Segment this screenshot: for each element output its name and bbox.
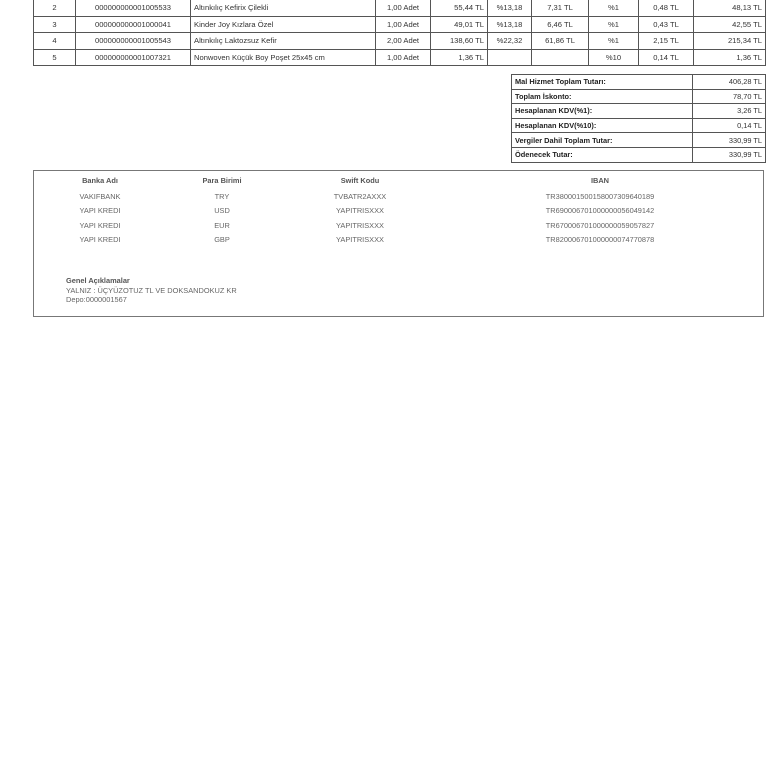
discount-rate: %13,18 (488, 16, 532, 33)
vat-rate: %1 (589, 16, 639, 33)
totals-value: 3,26 TL (693, 104, 766, 119)
unit-price: 138,60 TL (431, 33, 488, 50)
row-number: 2 (34, 0, 76, 16)
unit-price: 1,36 TL (431, 49, 488, 66)
totals-value: 330,99 TL (693, 133, 766, 148)
discount-rate: %22,32 (488, 33, 532, 50)
totals-label: Hesaplanan KDV(%1): (512, 104, 693, 119)
iban: TR380001500158007309640189 (545, 191, 655, 201)
product-name: Kinder Joy Kızlara Özel (191, 16, 376, 33)
totals-row (512, 75, 766, 90)
discount-rate: %13,18 (488, 0, 532, 16)
quantity: 2,00 Adet (376, 33, 431, 50)
notes-title: Genel Açıklamalar (66, 276, 130, 285)
iban: TR670006701000000059057827 (545, 220, 655, 230)
totals-summary-table (511, 74, 766, 163)
totals-label: Vergiler Dahil Toplam Tutar: (512, 133, 693, 148)
row-number: 4 (34, 33, 76, 50)
bank-name: YAPI KREDI (79, 206, 121, 216)
product-code: 000000000001005543 (76, 33, 191, 50)
line-total: 215,34 TL (694, 33, 766, 50)
discount-amount: 61,86 TL (532, 33, 589, 50)
currency: EUR (214, 220, 230, 230)
product-name: Nonwoven Küçük Boy Poşet 25x45 cm (191, 49, 376, 66)
line-total: 1,36 TL (694, 49, 766, 66)
iban: TR690006701000000056049142 (545, 206, 655, 216)
totals-label: Mal Hizmet Toplam Tutarı: (512, 75, 693, 90)
swift-code: YAPITRISXXX (336, 235, 384, 245)
table-row (34, 0, 766, 16)
swift-code: YAPITRISXXX (336, 206, 384, 216)
totals-value: 78,70 TL (693, 89, 766, 104)
totals-label: Toplam İskonto: (512, 89, 693, 104)
table-row (34, 33, 766, 50)
vat-rate: %1 (589, 33, 639, 50)
quantity: 1,00 Adet (376, 49, 431, 66)
vat-rate: %1 (589, 0, 639, 16)
iban: TR820006701000000074770878 (545, 235, 655, 245)
discount-amount: 7,31 TL (532, 0, 589, 16)
totals-row (512, 89, 766, 104)
bank-name: YAPI KREDI (79, 220, 121, 230)
vat-amount: 0,43 TL (639, 16, 694, 33)
iban-column (500, 172, 700, 247)
currency: USD (214, 206, 230, 216)
discount-rate (488, 49, 532, 66)
notes-line: YALNIZ : ÜÇYÜZOTUZ TL VE DOKSANDOKUZ KR (66, 285, 237, 295)
vat-rate: %10 (589, 49, 639, 66)
table-row (34, 16, 766, 33)
bank-name-header: Banka Adı (82, 176, 118, 185)
currency: GBP (214, 235, 230, 245)
row-number: 5 (34, 49, 76, 66)
line-total: 48,13 TL (694, 0, 766, 16)
line-total: 42,55 TL (694, 16, 766, 33)
discount-amount: 6,46 TL (532, 16, 589, 33)
bank-name: VAKIFBANK (79, 191, 121, 201)
vat-amount: 0,14 TL (639, 49, 694, 66)
currency: TRY (214, 191, 230, 201)
general-notes (66, 276, 237, 305)
discount-amount (532, 49, 589, 66)
totals-row (512, 118, 766, 133)
notes-line: Depo:0000001567 (66, 295, 127, 305)
table-row (34, 49, 766, 66)
vat-amount: 2,15 TL (639, 33, 694, 50)
swift-header: Swift Kodu (340, 176, 380, 185)
quantity: 1,00 Adet (376, 16, 431, 33)
invoice-items-table (33, 0, 766, 66)
totals-row (512, 147, 766, 162)
product-code: 000000000001005533 (76, 0, 191, 16)
product-code: 000000000001007321 (76, 49, 191, 66)
product-name: Altınkılıç Laktozsuz Kefir (191, 33, 376, 50)
swift-column (300, 172, 420, 247)
vat-amount: 0,48 TL (639, 0, 694, 16)
totals-row (512, 133, 766, 148)
bank-name: YAPI KREDI (79, 235, 121, 245)
iban-header: IBAN (590, 176, 610, 185)
unit-price: 55,44 TL (431, 0, 488, 16)
totals-value: 330,99 TL (693, 147, 766, 162)
product-name: Altınkılıç Kefirix Çilekli (191, 0, 376, 16)
currency-header: Para Birimi (202, 176, 242, 185)
currency-column (172, 172, 272, 247)
unit-price: 49,01 TL (431, 16, 488, 33)
quantity: 1,00 Adet (376, 0, 431, 16)
totals-label: Ödenecek Tutar: (512, 147, 693, 162)
totals-value: 406,28 TL (693, 75, 766, 90)
row-number: 3 (34, 16, 76, 33)
totals-label: Hesaplanan KDV(%10): (512, 118, 693, 133)
totals-value: 0,14 TL (693, 118, 766, 133)
bank-name-column (40, 172, 160, 247)
swift-code: TVBATR2AXXX (333, 191, 387, 201)
swift-code: YAPITRISXXX (336, 220, 384, 230)
totals-row (512, 104, 766, 119)
product-code: 000000000001000041 (76, 16, 191, 33)
